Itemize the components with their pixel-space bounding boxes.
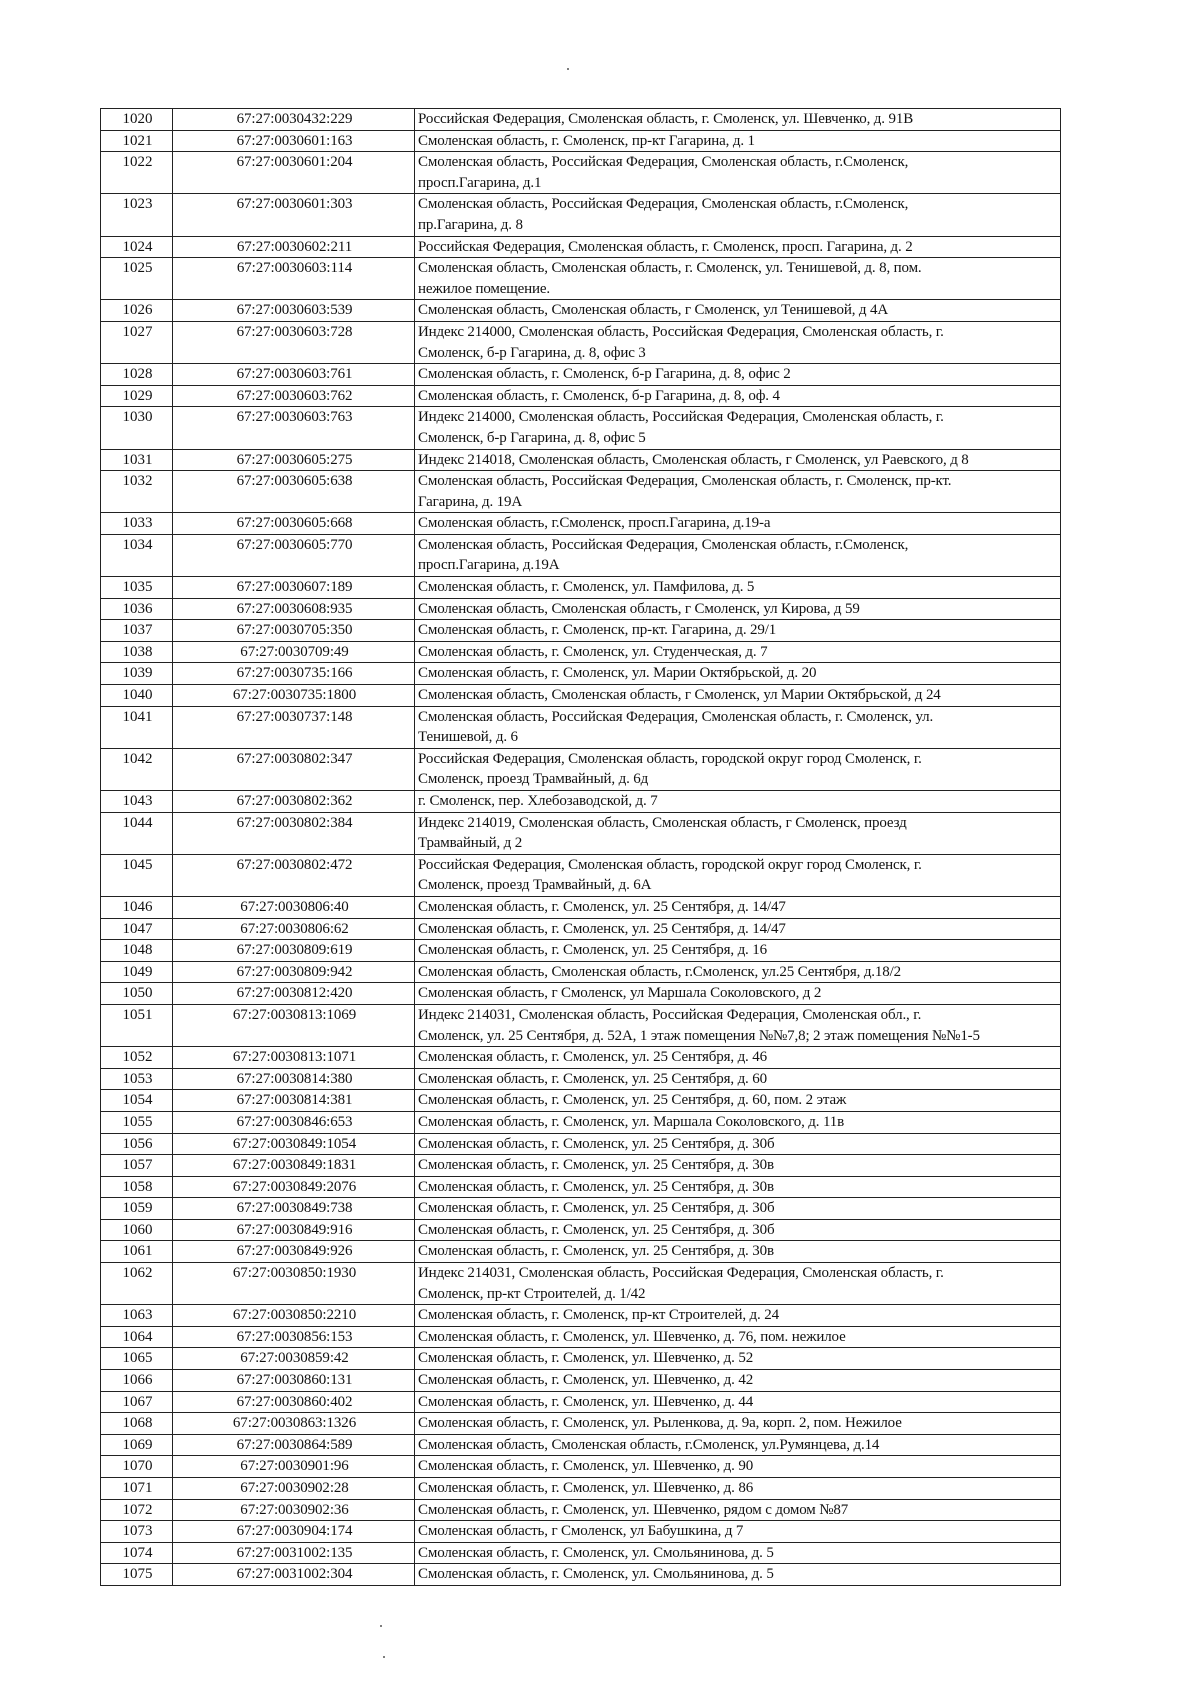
row-number: 1062 [101,1263,173,1305]
address: Смоленская область, Российская Федерация, Смоленская область, г.Смоленск, просп.Гагарина, д.1 [415,152,1061,194]
table-row [101,1198,1061,1220]
cadastral-number: 67:27:0030809:942 [173,961,415,983]
address: Смоленская область, г. Смоленск, ул. 25 Сентября, д. 16 [415,940,1061,962]
address: Смоленская область, Смоленская область, г Смоленск, ул Кирова, д 59 [415,598,1061,620]
scan-speck [380,1625,382,1627]
cadastral-number: 67:27:0030735:1800 [173,685,415,707]
table-row [101,449,1061,471]
row-number: 1048 [101,940,173,962]
row-number: 1049 [101,961,173,983]
address: Смоленская область, г. Смоленск, ул. 25 Сентября, д. 46 [415,1047,1061,1069]
table-row [101,577,1061,599]
address: Смоленская область, г. Смоленск, ул. 25 Сентября, д. 30б [415,1219,1061,1241]
cadastral-number: 67:27:0030601:204 [173,152,415,194]
cadastral-number: 67:27:0030849:2076 [173,1176,415,1198]
cadastral-number: 67:27:0030863:1326 [173,1413,415,1435]
cadastral-number: 67:27:0030813:1071 [173,1047,415,1069]
cadastral-number: 67:27:0030737:148 [173,706,415,748]
table-row [101,896,1061,918]
address: Смоленская область, г. Смоленск, ул. 25 Сентября, д. 30в [415,1241,1061,1263]
cadastral-number: 67:27:0031002:304 [173,1564,415,1586]
row-number: 1050 [101,983,173,1005]
table-row [101,300,1061,322]
table-row [101,812,1061,854]
address: Смоленская область, г. Смоленск, ул. Шевченко, д. 90 [415,1456,1061,1478]
address: Смоленская область, г. Смоленск, ул. Маршала Соколовского, д. 11в [415,1111,1061,1133]
address: Смоленская область, г. Смоленск, ул. 25 Сентября, д. 60, пом. 2 этаж [415,1090,1061,1112]
address: Смоленская область, Российская Федерация, Смоленская область, г. Смоленск, пр-кт. Гагарина, д. 19А [415,471,1061,513]
address: Индекс 214031, Смоленская область, Российская Федерация, Смоленская обл., г. Смоленск, ул. 25 Сентября, д. 52А, 1 этаж помещения №№7,8; 2 этаж помещения №№1-5 [415,1004,1061,1046]
table-row [101,1456,1061,1478]
address: Смоленская область, г. Смоленск, ул. 25 Сентября, д. 14/47 [415,896,1061,918]
table-row [101,854,1061,896]
address: Смоленская область, г. Смоленск, ул. 25 Сентября, д. 14/47 [415,918,1061,940]
cadastral-number: 67:27:0030603:762 [173,385,415,407]
address: Российская Федерация, Смоленская область, г. Смоленск, ул. Шевченко, д. 91В [415,109,1061,131]
row-number: 1057 [101,1155,173,1177]
row-number: 1068 [101,1413,173,1435]
cadastral-number: 67:27:0030603:539 [173,300,415,322]
address: г. Смоленск, пер. Хлебозаводской, д. 7 [415,791,1061,813]
cadastral-number: 67:27:0030846:653 [173,1111,415,1133]
row-number: 1036 [101,598,173,620]
row-number: 1055 [101,1111,173,1133]
cadastral-number: 67:27:0030849:926 [173,1241,415,1263]
row-number: 1031 [101,449,173,471]
table-row [101,1263,1061,1305]
row-number: 1073 [101,1521,173,1543]
table-row [101,685,1061,707]
cadastral-number: 67:27:0030849:738 [173,1198,415,1220]
table-row [101,1413,1061,1435]
table-row [101,321,1061,363]
cadastral-number: 67:27:0030802:472 [173,854,415,896]
row-number: 1035 [101,577,173,599]
row-number: 1058 [101,1176,173,1198]
cadastral-number: 67:27:0030813:1069 [173,1004,415,1046]
address: Смоленская область, г. Смоленск, ул. Студенческая, д. 7 [415,641,1061,663]
address: Смоленская область, г. Смоленск, ул. 25 Сентября, д. 30в [415,1176,1061,1198]
cadastral-number: 67:27:0030605:668 [173,513,415,535]
row-number: 1069 [101,1434,173,1456]
table-row [101,258,1061,300]
row-number: 1046 [101,896,173,918]
address: Смоленская область, г Смоленск, ул Бабушкина, д 7 [415,1521,1061,1543]
cadastral-number: 67:27:0030901:96 [173,1456,415,1478]
table-row [101,1068,1061,1090]
row-number: 1051 [101,1004,173,1046]
table-row [101,706,1061,748]
table-row [101,1391,1061,1413]
row-number: 1041 [101,706,173,748]
cadastral-number: 67:27:0030860:402 [173,1391,415,1413]
cadastral-number: 67:27:0030806:62 [173,918,415,940]
row-number: 1066 [101,1370,173,1392]
row-number: 1043 [101,791,173,813]
address: Смоленская область, Российская Федерация, Смоленская область, г.Смоленск, пр.Гагарина, д. 8 [415,194,1061,236]
address: Смоленская область, г. Смоленск, б-р Гагарина, д. 8, офис 2 [415,364,1061,386]
cadastral-number: 67:27:0031002:135 [173,1542,415,1564]
address: Смоленская область, г. Смоленск, пр-кт Строителей, д. 24 [415,1305,1061,1327]
table-row [101,641,1061,663]
table-row [101,194,1061,236]
table-row [101,364,1061,386]
address: Российская Федерация, Смоленская область, г. Смоленск, просп. Гагарина, д. 2 [415,236,1061,258]
address: Смоленская область, г.Смоленск, просп.Гагарина, д.19-а [415,513,1061,535]
table-row [101,1305,1061,1327]
cadastral-number: 67:27:0030814:381 [173,1090,415,1112]
table-row [101,407,1061,449]
address: Смоленская область, г. Смоленск, ул. Шевченко, д. 42 [415,1370,1061,1392]
row-number: 1072 [101,1499,173,1521]
cadastral-table [100,108,1061,1586]
row-number: 1064 [101,1326,173,1348]
address: Индекс 214000, Смоленская область, Российская Федерация, Смоленская область, г. Смоленск, б-р Гагарина, д. 8, офис 3 [415,321,1061,363]
cadastral-number: 67:27:0030902:36 [173,1499,415,1521]
scan-speck [383,1656,385,1658]
address: Смоленская область, г Смоленск, ул Маршала Соколовского, д 2 [415,983,1061,1005]
table-row [101,1348,1061,1370]
table-row [101,471,1061,513]
cadastral-number: 67:27:0030802:347 [173,748,415,790]
row-number: 1053 [101,1068,173,1090]
address: Смоленская область, г. Смоленск, ул. Рыленкова, д. 9а, корп. 2, пом. Нежилое [415,1413,1061,1435]
row-number: 1029 [101,385,173,407]
address: Смоленская область, г. Смоленск, б-р Гагарина, д. 8, оф. 4 [415,385,1061,407]
row-number: 1070 [101,1456,173,1478]
row-number: 1067 [101,1391,173,1413]
address: Индекс 214018, Смоленская область, Смоленская область, г Смоленск, ул Раевского, д 8 [415,449,1061,471]
row-number: 1045 [101,854,173,896]
table-row [101,1434,1061,1456]
row-number: 1024 [101,236,173,258]
cadastral-number: 67:27:0030849:916 [173,1219,415,1241]
cadastral-number: 67:27:0030802:362 [173,791,415,813]
address: Индекс 214019, Смоленская область, Смоленская область, г Смоленск, проезд Трамвайный, д 2 [415,812,1061,854]
table-row [101,918,1061,940]
row-number: 1039 [101,663,173,685]
table-row [101,1499,1061,1521]
table-row [101,1133,1061,1155]
cadastral-number: 67:27:0030603:728 [173,321,415,363]
table-row [101,598,1061,620]
cadastral-number: 67:27:0030735:166 [173,663,415,685]
row-number: 1032 [101,471,173,513]
address: Смоленская область, Смоленская область, г Смоленск, ул Марии Октябрьской, д 24 [415,685,1061,707]
address: Смоленская область, г. Смоленск, ул. 25 Сентября, д. 30в [415,1155,1061,1177]
row-number: 1061 [101,1241,173,1263]
cadastral-number: 67:27:0030806:40 [173,896,415,918]
row-number: 1020 [101,109,173,131]
cadastral-number: 67:27:0030849:1054 [173,1133,415,1155]
row-number: 1040 [101,685,173,707]
row-number: 1056 [101,1133,173,1155]
cadastral-number: 67:27:0030849:1831 [173,1155,415,1177]
cadastral-number: 67:27:0030705:350 [173,620,415,642]
cadastral-number: 67:27:0030812:420 [173,983,415,1005]
table-row [101,748,1061,790]
address: Смоленская область, г. Смоленск, пр-кт. Гагарина, д. 29/1 [415,620,1061,642]
address: Смоленская область, г. Смоленск, пр-кт Гагарина, д. 1 [415,130,1061,152]
table-row [101,1370,1061,1392]
row-number: 1042 [101,748,173,790]
cadastral-number: 67:27:0030603:763 [173,407,415,449]
cadastral-number: 67:27:0030902:28 [173,1478,415,1500]
row-number: 1033 [101,513,173,535]
row-number: 1047 [101,918,173,940]
address: Смоленская область, г. Смоленск, ул. 25 Сентября, д. 30б [415,1198,1061,1220]
table-row [101,1564,1061,1586]
table-row [101,130,1061,152]
cadastral-number: 67:27:0030432:229 [173,109,415,131]
row-number: 1030 [101,407,173,449]
address: Смоленская область, Смоленская область, г Смоленск, ул Тенишевой, д 4А [415,300,1061,322]
row-number: 1038 [101,641,173,663]
address: Смоленская область, г. Смоленск, ул. Шевченко, д. 76, пом. нежилое [415,1326,1061,1348]
row-number: 1037 [101,620,173,642]
table-row [101,513,1061,535]
row-number: 1074 [101,1542,173,1564]
address: Смоленская область, г. Смоленск, ул. Шевченко, рядом с домом №87 [415,1499,1061,1521]
row-number: 1060 [101,1219,173,1241]
cadastral-number: 67:27:0030850:2210 [173,1305,415,1327]
address: Смоленская область, Смоленская область, г. Смоленск, ул. Тенишевой, д. 8, пом. нежилое помещение. [415,258,1061,300]
row-number: 1027 [101,321,173,363]
address: Российская Федерация, Смоленская область, городской округ город Смоленск, г. Смоленск, проезд Трамвайный, д. 6д [415,748,1061,790]
address: Смоленская область, Российская Федерация, Смоленская область, г.Смоленск, просп.Гагарина, д.19А [415,534,1061,576]
cadastral-number: 67:27:0030859:42 [173,1348,415,1370]
cadastral-number: 67:27:0030605:770 [173,534,415,576]
table-row [101,1090,1061,1112]
address: Смоленская область, Российская Федерация, Смоленская область, г. Смоленск, ул. Тенишевой, д. 6 [415,706,1061,748]
row-number: 1025 [101,258,173,300]
table-row [101,1004,1061,1046]
cadastral-number: 67:27:0030605:275 [173,449,415,471]
table-row [101,940,1061,962]
address: Смоленская область, Смоленская область, г.Смоленск, ул.Румянцева, д.14 [415,1434,1061,1456]
cadastral-number: 67:27:0030601:163 [173,130,415,152]
address: Индекс 214031, Смоленская область, Российская Федерация, Смоленская область, г. Смоленск, пр-кт Строителей, д. 1/42 [415,1263,1061,1305]
address: Смоленская область, г. Смоленск, ул. 25 Сентября, д. 30б [415,1133,1061,1155]
cadastral-number: 67:27:0030601:303 [173,194,415,236]
table-row [101,1326,1061,1348]
address: Смоленская область, г. Смоленск, ул. Смольянинова, д. 5 [415,1564,1061,1586]
cadastral-number: 67:27:0030602:211 [173,236,415,258]
address: Смоленская область, г. Смоленск, ул. Марии Октябрьской, д. 20 [415,663,1061,685]
row-number: 1044 [101,812,173,854]
address: Смоленская область, г. Смоленск, ул. Шевченко, д. 44 [415,1391,1061,1413]
table-row [101,1219,1061,1241]
scan-speck [567,68,569,70]
address: Смоленская область, Смоленская область, г.Смоленск, ул.25 Сентября, д.18/2 [415,961,1061,983]
address: Российская Федерация, Смоленская область, городской округ город Смоленск, г. Смоленск, проезд Трамвайный, д. 6А [415,854,1061,896]
cadastral-number: 67:27:0030709:49 [173,641,415,663]
address: Смоленская область, г. Смоленск, ул. Памфилова, д. 5 [415,577,1061,599]
table-row [101,152,1061,194]
row-number: 1071 [101,1478,173,1500]
table-row [101,1047,1061,1069]
table-row [101,620,1061,642]
table-body [101,109,1061,1586]
table-row [101,1155,1061,1177]
table-row [101,961,1061,983]
cadastral-number: 67:27:0030814:380 [173,1068,415,1090]
row-number: 1075 [101,1564,173,1586]
table-row [101,1111,1061,1133]
table-row [101,1478,1061,1500]
row-number: 1063 [101,1305,173,1327]
address: Смоленская область, г. Смоленск, ул. Шевченко, д. 52 [415,1348,1061,1370]
table-row [101,983,1061,1005]
cadastral-number: 67:27:0030605:638 [173,471,415,513]
cadastral-number: 67:27:0030850:1930 [173,1263,415,1305]
cadastral-number: 67:27:0030603:114 [173,258,415,300]
document-page [100,108,1060,1586]
cadastral-number: 67:27:0030904:174 [173,1521,415,1543]
row-number: 1034 [101,534,173,576]
table-row [101,1521,1061,1543]
cadastral-number: 67:27:0030864:589 [173,1434,415,1456]
table-row [101,1542,1061,1564]
row-number: 1022 [101,152,173,194]
table-row [101,534,1061,576]
table-row [101,109,1061,131]
row-number: 1026 [101,300,173,322]
address: Индекс 214000, Смоленская область, Российская Федерация, Смоленская область, г. Смоленск, б-р Гагарина, д. 8, офис 5 [415,407,1061,449]
address: Смоленская область, г. Смоленск, ул. 25 Сентября, д. 60 [415,1068,1061,1090]
row-number: 1059 [101,1198,173,1220]
row-number: 1054 [101,1090,173,1112]
table-row [101,236,1061,258]
row-number: 1065 [101,1348,173,1370]
table-row [101,1176,1061,1198]
cadastral-number: 67:27:0030860:131 [173,1370,415,1392]
cadastral-number: 67:27:0030809:619 [173,940,415,962]
cadastral-number: 67:27:0030607:189 [173,577,415,599]
table-row [101,791,1061,813]
row-number: 1021 [101,130,173,152]
address: Смоленская область, г. Смоленск, ул. Шевченко, д. 86 [415,1478,1061,1500]
cadastral-number: 67:27:0030608:935 [173,598,415,620]
cadastral-number: 67:27:0030603:761 [173,364,415,386]
row-number: 1023 [101,194,173,236]
cadastral-number: 67:27:0030802:384 [173,812,415,854]
row-number: 1028 [101,364,173,386]
address: Смоленская область, г. Смоленск, ул. Смольянинова, д. 5 [415,1542,1061,1564]
cadastral-number: 67:27:0030856:153 [173,1326,415,1348]
table-row [101,1241,1061,1263]
row-number: 1052 [101,1047,173,1069]
table-row [101,385,1061,407]
table-row [101,663,1061,685]
